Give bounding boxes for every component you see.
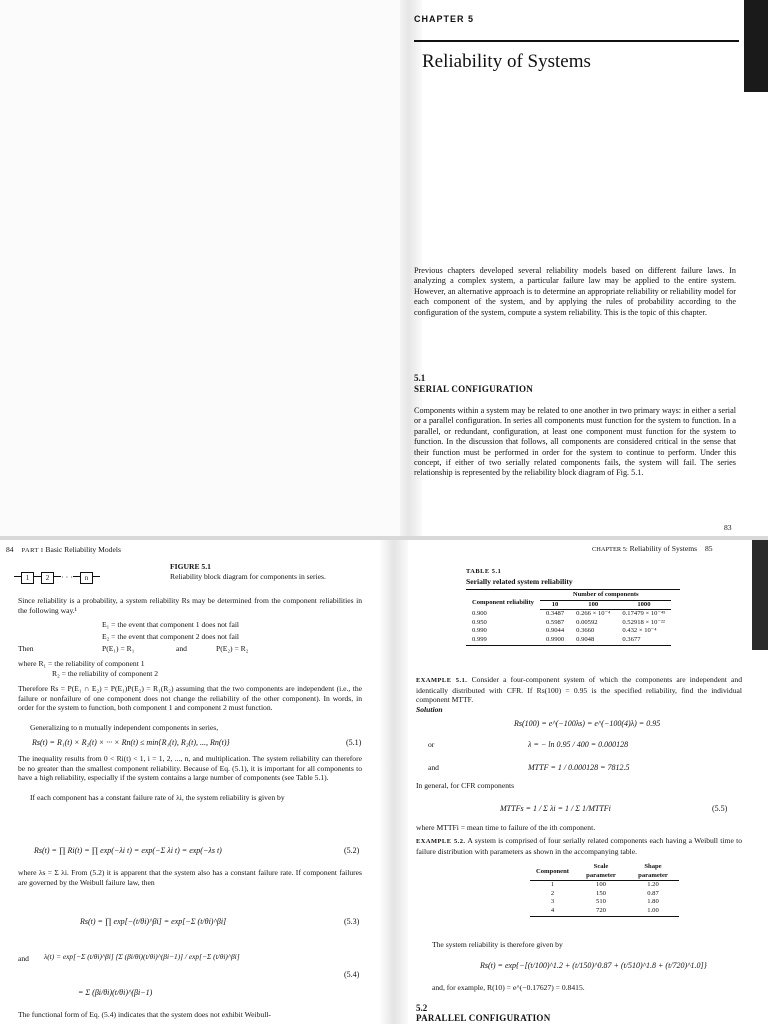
table-header: Component reliability <box>472 599 534 607</box>
page-edge-shadow <box>752 540 768 650</box>
paragraph: In general, for CFR components <box>416 781 515 790</box>
equation-5-4b: = Σ (βi/θi)(t/θi)^(βi−1) <box>78 988 153 997</box>
paragraph: The system reliability is therefore given by <box>432 940 563 949</box>
event-1-def: E₁ = the event that component 1 does not fail <box>102 620 240 629</box>
paragraph: If each component has a constant failure rate of λi, the system reliability is given by <box>30 793 285 802</box>
table-cell: 0.3677 <box>616 636 671 645</box>
figure-caption: Reliability block diagram for components in series. <box>170 572 326 581</box>
solution-step-2: λ = − ln 0.95 / 400 = 0.000128 <box>528 740 629 749</box>
section-body: Components within a system may be related to one another in two primary ways: in either a serial or a parallel configuration. In series all components must function for the system to function. In a parallel, or redundant, configuration, at least one component must function for the system to function. In the discussion that follows, all components are considered critical in the sense that their function must be performed in order for the system to continue to perform. Under this concept, if either of two serially related components fails, the system will fail. The series relationship is represented by the reliability block diagram of Fig. 5.1. <box>414 406 736 478</box>
solution-step-3: MTTF = 1 / 0.000128 = 7812.5 <box>528 763 630 772</box>
section-title: SERIAL CONFIGURATION <box>414 384 534 394</box>
paragraph: Generalizing to n mutually independent components in series, <box>30 723 219 732</box>
table-cell: 0.00592 <box>576 618 598 626</box>
table-title: Serially related system reliability <box>466 577 573 586</box>
table-cell: 0.266 × 10⁻⁴ <box>576 610 611 618</box>
equation-5-4a: λ(t) = exp[−Σ (t/θi)^βi] [Σ (βi/θi)(t/θi)^(βi−1)] / exp[−Σ (t/θi)^βi] <box>44 952 240 961</box>
paragraph: Therefore Rs = P(E₁ ∩ E₂) = P(E₁)P(E₂) = R₁(R₂) assuming that the two components are independent (i.e., the failure or nonfailure of one component does not change the reliability of the other component). In words, in order for the system to function, both component 1 and component 2 must function. <box>18 684 362 713</box>
table-row <box>466 619 671 628</box>
table-cell: 0.9048 <box>570 636 616 645</box>
table-col-header: Shape parameter <box>627 863 679 881</box>
table-cell: 0.5987 <box>545 618 565 626</box>
paragraph: The inequality results from 0 < Ri(t) < 1, i = 1, 2, ..., n, and multiplication. The system reliability can therefore be no greater than the smallest component reliability. Because of Eq. (5.1), it is important for all components to have a high reliability, especially if the system contains a large number of components (see Table 5.1). <box>18 754 362 783</box>
table-row <box>466 627 671 636</box>
example-5-1 <box>416 675 742 705</box>
equation-number: (5.3) <box>344 917 360 926</box>
page-number: 85 <box>705 544 713 553</box>
book-gutter <box>380 540 408 1024</box>
equation-5-3: Rs(t) = ∏ exp[−(t/θi)^βi] = exp[−Σ (t/θi)^βi] <box>80 917 227 926</box>
page-number: 84 <box>6 545 14 554</box>
where-r2: R₂ = the reliability of component 2 <box>52 669 159 678</box>
paragraph: The functional form of Eq. (5.4) indicates that the system does not exhibit Weibull- <box>18 1010 271 1019</box>
table-col-header: 100 <box>570 600 616 610</box>
page-85-header <box>592 544 713 555</box>
part-label: PART I <box>21 547 44 554</box>
example-text: A system is comprised of four serially related components each having a Weibull time to failure distribution with parameters as shown in the accompanying table. <box>416 836 743 856</box>
table-cell: 150 <box>596 889 606 897</box>
table-cell: 0.3487 <box>545 610 565 618</box>
equation-number: (5.4) <box>344 970 360 979</box>
table-row <box>466 610 671 619</box>
paragraph: and, for example, R(10) = e^(−0.17627) = 0.8415. <box>432 983 585 992</box>
block-1: 1 <box>21 572 34 584</box>
table-cell: 1 <box>550 881 555 889</box>
or-label: or <box>428 740 435 749</box>
table-label: TABLE 5.1 <box>466 568 502 575</box>
facing-blank-page <box>0 0 400 536</box>
section-number: 5.2 <box>416 1003 428 1013</box>
equation-5-5: MTTFs = 1 / Σ λi = 1 / Σ 1/MTTFi <box>500 804 611 813</box>
block-2: 2 <box>41 572 54 584</box>
equation-5-2: Rs(t) = ∏ Ri(t) = ∏ exp(−λi t) = exp(−Σ λi t) = exp(−λs t) <box>34 846 222 855</box>
table-cell: 0.17479 × 10⁻⁴⁵ <box>622 610 666 618</box>
table-row <box>530 907 679 916</box>
table-cell: 4 <box>530 907 575 916</box>
table-row <box>530 890 679 899</box>
intro-paragraph: Previous chapters developed several reliability models based on different failure laws. In analyzing a complex system, a particular failure law may be applied to the entire system. However, an alternative approach is to determine an appropriate reliability or reliability model for each component of the system, and by applying the rules of probability according to the configuration of the system, compute a system reliability. This is the topic of this chapter. <box>414 266 736 317</box>
figure-label: FIGURE 5.1 <box>170 562 211 571</box>
equation-number: (5.1) <box>346 738 362 747</box>
reliability-table <box>466 591 671 646</box>
example-label: EXAMPLE 5.2. <box>416 838 466 845</box>
chapter-title: Reliability of Systems <box>629 544 698 553</box>
table-row <box>530 881 679 890</box>
table-cell: 3 <box>550 898 555 906</box>
solution-label: Solution <box>416 705 443 714</box>
table-row <box>530 898 679 907</box>
table-col-header: 1000 <box>616 600 671 610</box>
example-text: Consider a four-component system of which the components are independent and identically distributed with CFR. If Rs(100) = 0.95 is the specified reliability, find the individual component MTTF. <box>416 675 743 705</box>
paragraph: Since reliability is a probability, a system reliability Rs may be determined from the component reliabilities in the following way.¹ <box>18 596 362 615</box>
table-cell: 0.52918 × 10⁻²² <box>622 618 665 626</box>
equation-number: (5.5) <box>712 804 728 813</box>
paragraph: where λs = Σ λi. From (5.2) it is apparent that the system also has a constant failure rate. If component failures are governed by the Weibull failure law, then <box>18 868 362 887</box>
equation-number: (5.2) <box>344 846 360 855</box>
page-84-header <box>6 545 121 556</box>
table-col-header: Scale parameter <box>575 863 627 881</box>
table-cell: 510 <box>596 898 606 906</box>
prob-e2: P(E₂) = R₂ <box>216 644 249 653</box>
then-label: Then <box>18 644 34 653</box>
and-label: and <box>176 644 187 653</box>
table-cell: 0.999 <box>466 636 540 645</box>
page-number: 83 <box>724 523 732 532</box>
table-cell: 0.432 × 10⁻⁴ <box>622 627 657 635</box>
part-title: Basic Reliability Models <box>45 545 121 554</box>
block-n: n <box>80 572 93 584</box>
prob-e1: P(E₁) = R₁ <box>102 644 135 653</box>
weibull-table <box>530 863 679 917</box>
chapter-title: Reliability of Systems <box>422 51 591 72</box>
table-cell: 0.3660 <box>576 627 595 635</box>
page-edge-shadow <box>744 0 768 92</box>
table-cell: 100 <box>596 881 606 889</box>
and-label: and <box>18 954 29 963</box>
equation-weibull: Rs(t) = exp{−[(t/100)^1.2 + (t/150)^0.87 + (t/510)^1.8 + (t/720)^1.0]} <box>480 961 707 970</box>
chapter-rule <box>414 40 739 42</box>
table-cell: 1.00 <box>627 907 679 916</box>
event-2-def: E₂ = the event that component 2 does not fail <box>102 632 240 641</box>
example-label: EXAMPLE 5.1. <box>416 677 468 684</box>
table-cell: 1.80 <box>647 898 659 906</box>
table-cell: 0.9044 <box>545 627 565 635</box>
equation-5-1: Rs(t) = R₁(t) × R₂(t) × ··· × Rn(t) ≤ min{R₁(t), R₂(t), ..., Rn(t)} <box>32 738 230 747</box>
table-col-header: 10 <box>540 600 570 610</box>
table-cell: 0.990 <box>472 627 487 635</box>
and-label: and <box>428 763 439 772</box>
table-cell: 0.87 <box>647 889 659 897</box>
paragraph: where MTTFi = mean time to failure of the ith component. <box>416 823 596 832</box>
series-block-diagram <box>14 567 100 585</box>
solution-step-1: Rs(100) = e^(−100λs) = e^(−100(4)λ) = 0.95 <box>514 719 661 728</box>
table-cell: 0.900 <box>472 609 487 617</box>
chapter-label: CHAPTER 5: <box>592 546 628 553</box>
block-ellipsis: · · · <box>61 573 73 582</box>
table-cell: 2 <box>550 889 555 897</box>
section-number: 5.1 <box>414 373 426 383</box>
table-cell: 1.20 <box>647 881 659 889</box>
example-5-2 <box>416 836 742 856</box>
table-cell: 0.9900 <box>540 636 570 645</box>
table-cell: 0.950 <box>472 618 487 626</box>
section-title: PARALLEL CONFIGURATION <box>416 1013 551 1023</box>
table-row <box>466 636 671 645</box>
table-header: Number of components <box>540 591 672 600</box>
table-col-header: Component <box>530 863 575 881</box>
table-cell: 720 <box>575 907 627 916</box>
chapter-label: CHAPTER 5 <box>414 14 475 24</box>
where-r1: where R₁ = the reliability of component 1 <box>18 659 145 668</box>
